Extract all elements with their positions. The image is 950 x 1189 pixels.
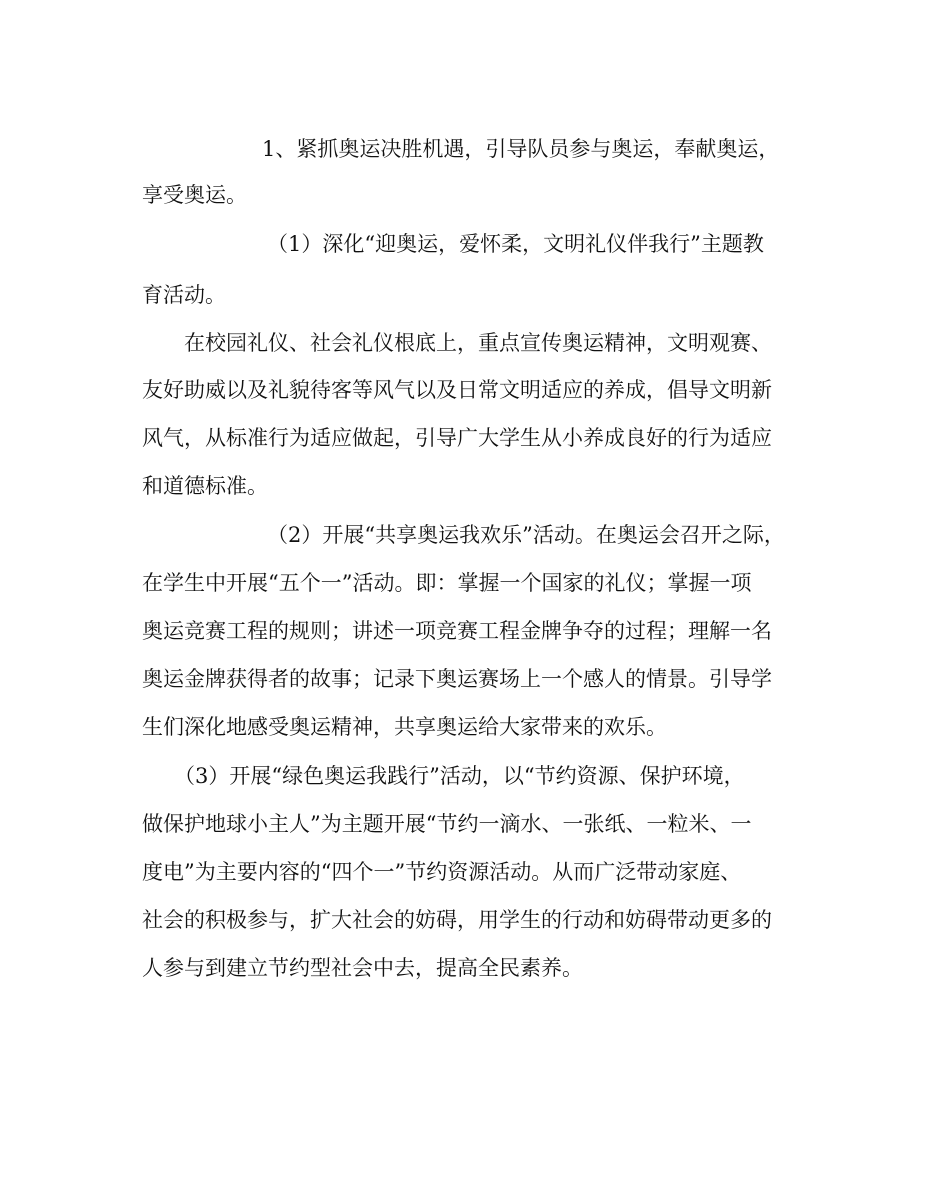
text-line: 奥运金牌获得者的故事；记录下奥运赛场上一个感人的情景。引导学 xyxy=(142,667,772,691)
text-line: 在校园礼仪、社会礼仪根底上，重点宣传奥运精神，文明观赛、 xyxy=(184,331,772,355)
text-line: 1、紧抓奥运决胜机遇，引导队员参与奥运，奉献奥运， xyxy=(262,137,780,161)
text-line: 友好助威以及礼貌待客等风气以及日常文明适应的养成，倡导文明新 xyxy=(142,378,772,402)
text-line: 奥运竞赛工程的规则；讲述一项竞赛工程金牌争夺的过程；理解一名 xyxy=(142,619,772,643)
text-line: 在学生中开展“五个一”活动。即：掌握一个国家的礼仪；掌握一项 xyxy=(142,571,752,595)
text-line: 风气，从标准行为适应做起，引导广大学生从小养成良好的行为适应 xyxy=(142,426,772,450)
text-line: 和道德标准。 xyxy=(142,474,268,498)
text-line: 做保护地球小主人”为主题开展“节约一滴水、一张纸、一粒米、一 xyxy=(142,812,752,836)
text-line: （1）深化“迎奥运，爱怀柔，文明礼仪伴我行”主题教 xyxy=(267,232,764,256)
text-line: 人参与到建立节约型社会中去，提高全民素养。 xyxy=(142,956,583,980)
text-line: 享受奥运。 xyxy=(142,183,247,207)
text-line: （3）开展“绿色奥运我践行”活动，以“节约资源、保护环境， xyxy=(174,764,745,788)
text-line: 生们深化地感受奥运精神，共享奥运给大家带来的欢乐。 xyxy=(142,715,667,739)
text-line: 社会的积极参与，扩大社会的妨碍，用学生的行动和妨碍带动更多的 xyxy=(142,908,772,932)
text-line: 度电”为主要内容的“四个一”节约资源活动。从而广泛带动家庭、 xyxy=(142,860,742,884)
text-line: 育活动。 xyxy=(142,283,226,307)
text-line: （2）开展“共享奥运我欢乐”活动。在奥运会召开之际， xyxy=(267,523,785,547)
